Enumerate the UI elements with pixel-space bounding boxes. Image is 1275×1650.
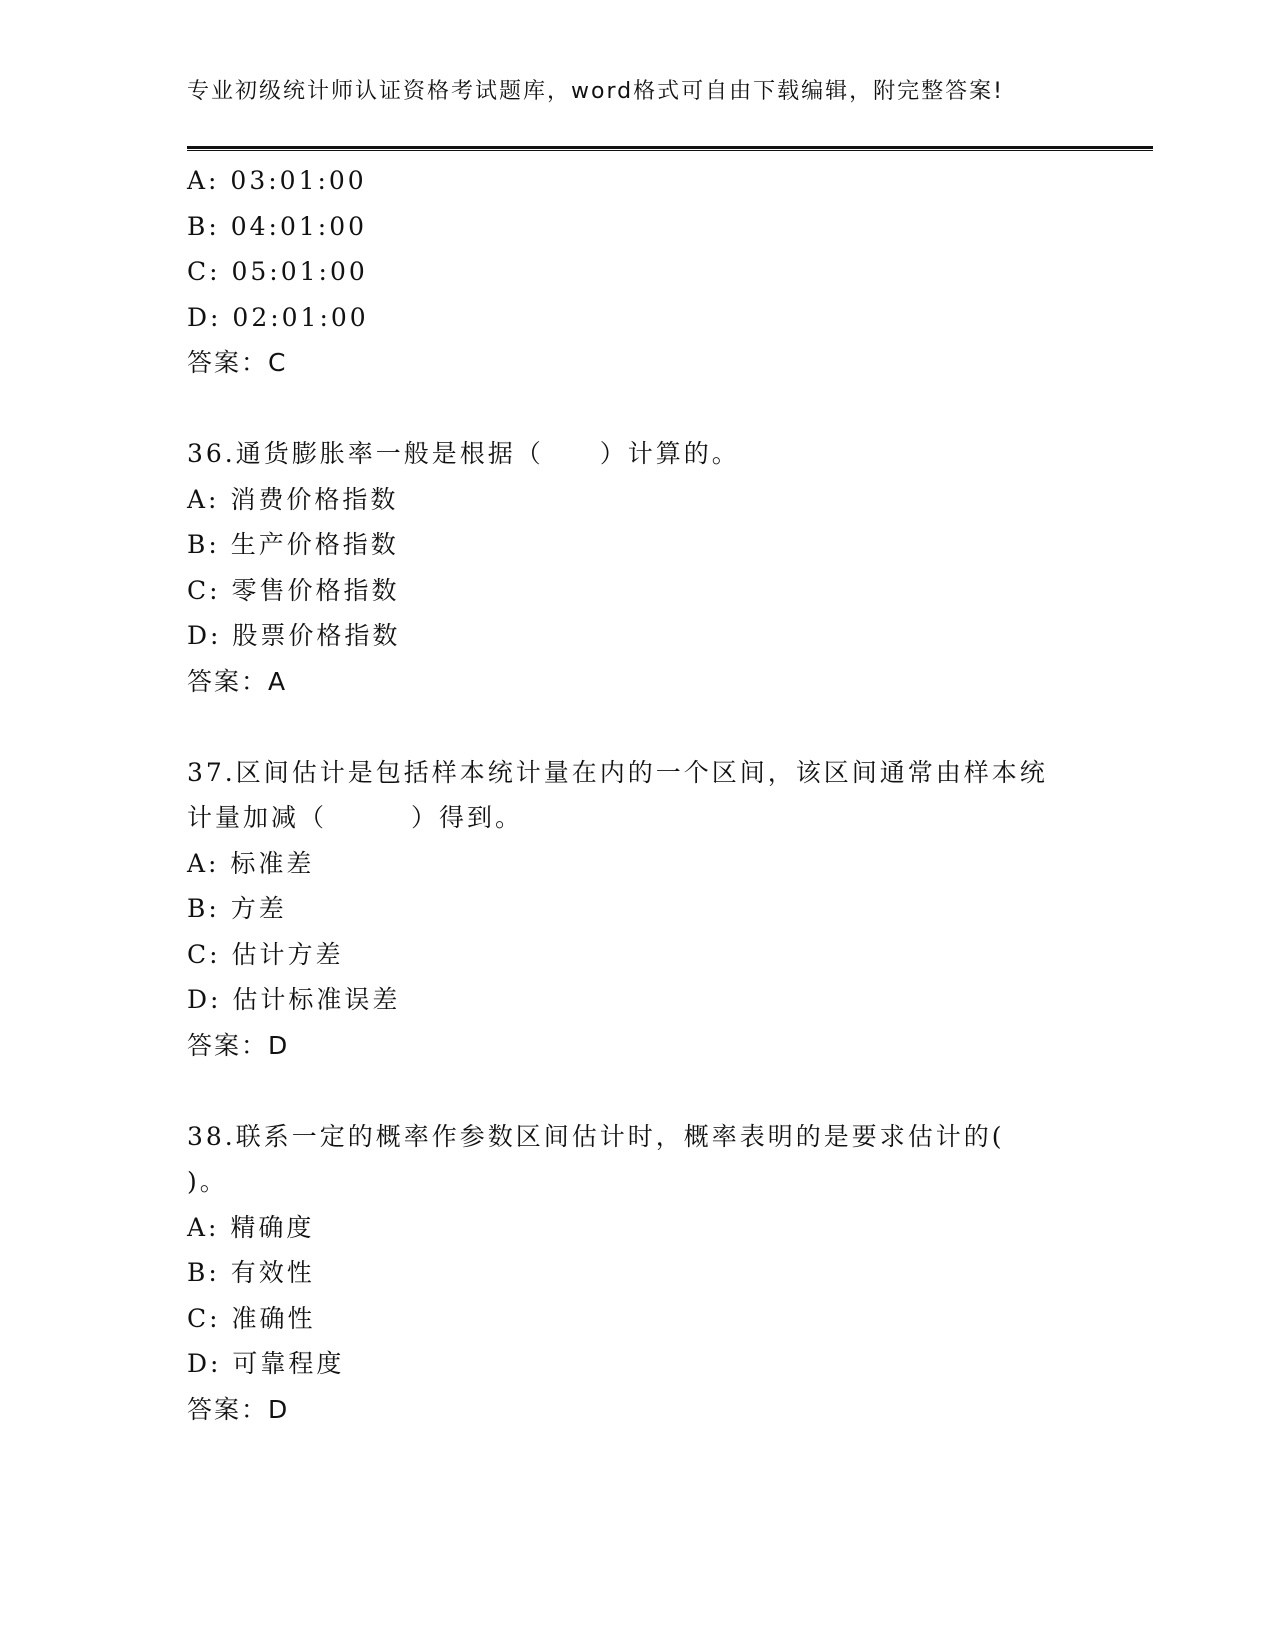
option-a: A: 精确度 xyxy=(187,1212,315,1242)
option-b: B: 04:01:00 xyxy=(187,211,368,241)
question-stem-continued: )。 xyxy=(187,1167,228,1196)
question-block xyxy=(187,1114,1087,1433)
spacer xyxy=(187,704,1087,750)
option-d: D: 估计标准误差 xyxy=(187,985,401,1014)
option-d: D: 股票价格指数 xyxy=(187,621,401,650)
spacer xyxy=(187,1068,1087,1114)
option-b: B: 有效性 xyxy=(187,1258,315,1287)
option-b: B: 方差 xyxy=(187,894,287,923)
option-a: A: 消费价格指数 xyxy=(187,484,399,514)
header-rule xyxy=(187,146,1153,151)
question-stem-continued: 计量加减（ ）得到。 xyxy=(187,803,524,832)
option-c: C: 准确性 xyxy=(187,1303,316,1333)
answer: 答案：C xyxy=(187,348,288,377)
question-block xyxy=(187,158,1087,386)
option-a: A: 03:01:00 xyxy=(187,166,367,195)
option-c: C: 估计方差 xyxy=(187,939,344,969)
answer: 答案：D xyxy=(187,1030,290,1060)
question-stem: 36.通货膨胀率一般是根据（ ）计算的。 xyxy=(187,439,740,468)
answer: 答案：D xyxy=(187,1394,290,1424)
option-a: A: 标准差 xyxy=(187,848,315,878)
option-c: C: 零售价格指数 xyxy=(187,575,400,605)
question-block xyxy=(187,750,1087,1069)
spacer xyxy=(187,386,1087,432)
option-c: C: 05:01:00 xyxy=(187,257,368,286)
page-header: 专业初级统计师认证资格考试题库，word格式可自由下载编辑，附完整答案! xyxy=(187,79,1004,104)
answer: 答案：A xyxy=(187,666,288,696)
question-list xyxy=(187,158,1087,1432)
option-d: D: 02:01:00 xyxy=(187,302,369,332)
question-stem: 38.联系一定的概率作参数区间估计时，概率表明的是要求估计的( xyxy=(187,1121,1005,1151)
option-d: D: 可靠程度 xyxy=(187,1349,345,1378)
option-b: B: 生产价格指数 xyxy=(187,530,399,559)
question-stem: 37.区间估计是包括样本统计量在内的一个区间，该区间通常由样本统 xyxy=(187,757,1048,787)
question-block xyxy=(187,431,1087,704)
